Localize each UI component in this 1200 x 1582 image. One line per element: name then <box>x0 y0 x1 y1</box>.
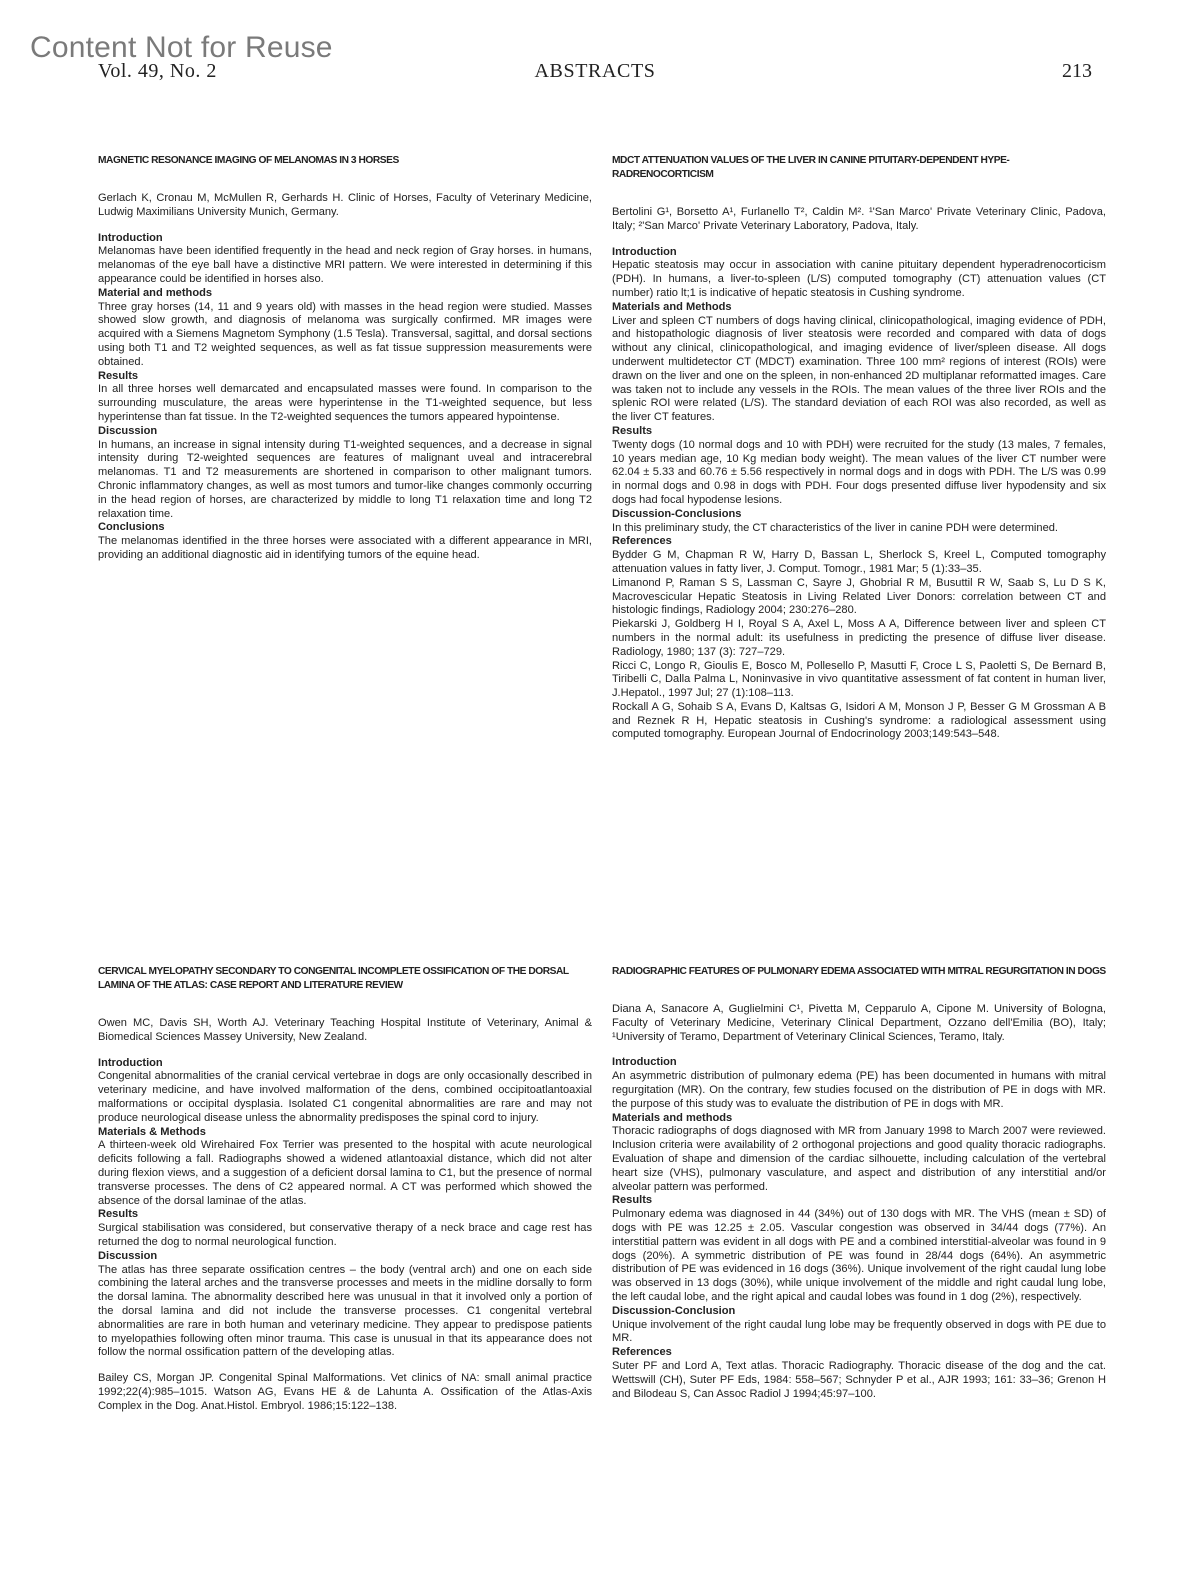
section-body: Pulmonary edema was diagnosed in 44 (34%) out of 130 dogs with MR. The VHS (mean ± SD) of dogs with PE was 12.25 ± 2.05. Vascular congestion was observed in 34/44 dogs (77%). An interstitial pattern was evident in all dogs with PE and a combined interstitial-alveolar was found in 9 dogs (20%). A symmetric distribution of PE was found in 28/44 dogs (64%). An asymmetric distribution of PE was evidenced in 16 dogs (36%). Unique involvement of the right caudal lung lobe was observed in 13 dogs (30%), while unique involvement of the middle and right caudal lung lobe, the left caudal lobe, and the right apical and caudal lobes was found in 1 dog (2%), respectively. <box>612 1208 1106 1303</box>
section-heading: Conclusions <box>98 521 165 534</box>
section-heading: Introduction <box>98 231 163 244</box>
abstract-authors: Owen MC, Davis SH, Worth AJ. Veterinary Teaching Hospital Institute of Veterinary, Animal & Biomedical Sciences Massey University, New Zealand. <box>98 1017 592 1043</box>
section-body: Twenty dogs (10 normal dogs and 10 with PDH) were recruited for the study (13 males, 7 females, 10 years median age, 10 Kg median body weight). The mean values of the liver CT number were 62.04 ± 5.33 and 60.76 ± 5.56 respectively in normal dogs and in dogs with PDH. The L/S was 0.99 in normal dogs and 0.98 in dogs with PDH. Four dogs presented diffuse liver hypodensity and six dogs had focal hypodense lesions. <box>612 438 1106 506</box>
page-number: 213 <box>1062 60 1092 82</box>
section-body: The melanomas identified in the three horses were associated with a different appearance in MRI, providing an additional diagnostic aid in identifying tumors of the equine head. <box>98 535 592 561</box>
section-body: Congenital abnormalities of the cranial cervical vertebrae in dogs are only occasionally described in veterinary medicine, and have involved malformation of the dens, combined occipitoatlantoaxial malformations or occipital dysplasia. Isolated C1 congenital abnormalities are rare and may not produce neurological disease unless the abnormality predisposes the spinal cord to injury. <box>98 1070 592 1124</box>
section-body: An asymmetric distribution of pulmonary edema (PE) has been documented in humans with mitral regurgitation (MR). On the contrary, few studies focused on the distribution of PE in dogs with MR. the purpose of this study was to evaluate the distribution of PE in dogs with MR. <box>612 1070 1106 1110</box>
references-heading: References <box>612 535 672 548</box>
section-body: In this preliminary study, the CT characteristics of the liver in canine PDH were determined. <box>612 521 1058 534</box>
section-body: Three gray horses (14, 11 and 9 years old) with masses in the head region were studied. Masses showed slow growth, and diagnosis of melanoma was surgically confirmed. MR images were acquired with a Siemens Magnetom Symphony (1.5 Tesla). Transversal, sagittal, and dorsal sections using both T1 and T2 weighted sequences, as well as fat tissue suppression measurements were obtained. <box>98 300 592 368</box>
section-heading: Introduction <box>612 1056 677 1069</box>
references-heading: References <box>612 1346 672 1359</box>
references-text: Bailey CS, Morgan JP. Congenital Spinal Malformations. Vet clinics of NA: small animal practice 1992;22(4):985–1015. Watson AG, Evans HE & de Lahunta A. Ossification of the Atlas-Axis Complex in the Dog. Anat.Histol. Embryol. 1986;15:122–138. <box>98 1372 592 1412</box>
section-heading: Materials & Methods <box>98 1125 206 1138</box>
section-heading: Results <box>98 369 139 382</box>
reference-item: Ricci C, Longo R, Gioulis E, Bosco M, Pollesello P, Masutti F, Croce L S, Paoletti S, De Bernard B, Tiribelli C, Dalla Palma L, Noninvasive in vivo quantitative assessment of fat content in human liver, J.Hepatol., 1997 Jul; 27 (1):108–113. <box>612 659 1106 700</box>
section-body: A thirteen-week old Wirehaired Fox Terrier was presented to the hospital with acute neurological deficits following a fall. Radiographs showed a widened atlantoaxial distance, which did not alter during flexion views, and a suggestion of a deficient dorsal lamina to C1, but the presence of normal transverse processes. The dens of C2 appeared normal. A CT was performed which showed the absence of the dorsal laminae of the atlas. <box>98 1139 592 1207</box>
abstract-liver-mdct <box>612 154 1106 742</box>
abstract-authors: Diana A, Sanacore A, Guglielmini C¹, Pivetta M, Cepparulo A, Cipone M. University of Bologna, Faculty of Veterinary Medicine, Veterinary Clinical Department, Ozzano dell'Emilia (BO), Italy; ¹University of Teramo, Department of Veterinary Clinical Sciences, Teramo, Italy. <box>612 1003 1106 1043</box>
section-body: In all three horses well demarcated and encapsulated masses were found. In comparison to the surrounding musculature, the areas were hyperintense in the T1-weighted sequence, but less hyperintense than fat tissue. In the T2-weighted sequences the tumors appeared hypointense. <box>98 383 592 423</box>
section-heading: Introduction <box>98 1056 163 1069</box>
section-body: Surgical stabilisation was considered, but conservative therapy of a neck brace and cage rest has returned the dog to normal neurological function. <box>98 1222 592 1248</box>
section-heading: Introduction <box>612 245 677 258</box>
section-body: Melanomas have been identified frequently in the head and neck region of Gray horses. in humans, melanomas of the eye ball have a distinctive MRI pattern. We were interested in determining if this appearance could be identified in horses also. <box>98 245 592 285</box>
reference-item: Limanond P, Raman S S, Lassman C, Sayre J, Ghobrial R M, Busuttil R W, Saab S, Lu D S K, Macrovescicular Hepatic Steatosis in Living Related Liver Donors: correlation between CT and histologic findings, Radiology 2004; 230:276–280. <box>612 576 1106 617</box>
abstract-title: MDCT ATTENUATION VALUES OF THE LIVER IN CANINE PITUITARY-DEPENDENT HYPE-RADRENOCORTICISM <box>612 155 1010 180</box>
section-body: In humans, an increase in signal intensity during T1-weighted sequences, and a decrease in signal intensity during T2-weighted sequences are features of malignant uveal and intracerebral melanomas. T1 and T2 measurements are shortened in comparison to other malignant tumors. Chronic inflammatory changes, as well as most tumors and tumor-like changes commonly occurring in the head region of horses, are characterized by middle to long T1 relaxation time and long T2 relaxation time. <box>98 438 592 520</box>
section-heading: Material and methods <box>98 286 213 299</box>
section-heading: Results <box>612 424 653 437</box>
section-heading: Discussion-Conclusions <box>612 507 742 520</box>
abstract-authors: Gerlach K, Cronau M, McMullen R, Gerhards H. Clinic of Horses, Faculty of Veterinary Medicine, Ludwig Maximilians University Munich, Germany. <box>98 192 592 218</box>
reference-item: Bydder G M, Chapman R W, Harry D, Bassan L, Sherlock S, Kreel L, Computed tomography attenuation values in fatty liver, J. Comput. Tomogr., 1981 Mar; 5 (1):33–35. <box>612 549 1106 575</box>
abstract-authors: Bertolini G¹, Borsetto A¹, Furlanello T², Caldin M². ¹'San Marco' Private Veterinary Clinic, Padova, Italy; ²'San Marco' Private Veterinary Laboratory, Padova, Italy. <box>612 206 1106 232</box>
section-heading: Results <box>98 1208 139 1221</box>
section-body: The atlas has three separate ossification centres – the body (ventral arch) and one on each side combining the lateral arches and the transverse processes and meets in the midline dorsally to form the dorsal lamina. The abnormality described here was unusual in that it involved only a portion of the dorsal lamina and did not include the transverse processes. C1 congenital vertebral abnormalities are rare in both human and veterinary medicine. They appear to predispose patients to myelopathies following often minor trauma. This case is unusual in that its appearance does not follow the normal ossification pattern of the developing atlas. <box>98 1263 592 1359</box>
running-head <box>98 60 1092 88</box>
section-heading: Discussion <box>98 424 158 437</box>
section-heading: Results <box>612 1194 653 1207</box>
abstract-melanoma-horses <box>98 154 592 563</box>
section-heading: Materials and methods <box>612 1111 733 1124</box>
references-text: Suter PF and Lord A, Text atlas. Thoracic Radiography. Thoracic disease of the dog and the cat. Wettswill (CH), Suter PF Eds, 1984: 558–567; Schnyder P et al., AJR 1993; 161: 33–36; Grenon H and Bilodeau S, Can Assoc Radiol J 1994;45:97–100. <box>612 1359 1106 1400</box>
section-body: Liver and spleen CT numbers of dogs having clinical, clinicopathological, imaging evidence of PDH, and histopathologic diagnosis of liver steatosis were recorded and compared with data of dogs without any clinical, clinicopathological, and imaging evidence of liver/spleen disease. All dogs underwent multidetector CT (MDCT) examination. Three 100 mm² regions of interest (ROIs) were drawn on the liver and one on the spleen, in non-enhanced 2D multiplanar reformatted images. Care was taken not to include any vessels in the ROIs. The mean values of the three liver ROIs and the splenic ROI were related (L/S). The standard deviation of each ROI was also recorded, as well as the liver CT features. <box>612 314 1106 424</box>
abstract-title: RADIOGRAPHIC FEATURES OF PULMONARY EDEMA ASSOCIATED WITH MITRAL REGURGITATION IN DOGS <box>612 966 1106 977</box>
section-heading: Materials and Methods <box>612 300 732 313</box>
section-heading: Discussion-Conclusion <box>612 1304 736 1317</box>
volume-issue: Vol. 49, No. 2 <box>98 60 217 82</box>
abstract-pulmonary-edema <box>612 965 1106 1401</box>
abstract-title: CERVICAL MYELOPATHY SECONDARY TO CONGENITAL INCOMPLETE OSSIFICATION OF THE DORSAL LAMINA OF THE ATLAS: CASE REPORT AND LITERATURE REVIEW <box>98 966 569 991</box>
section-body: Hepatic steatosis may occur in association with canine pituitary dependent hyperadrenocorticism (PDH). In humans, a liver-to-spleen (L/S) computed tomography (CT) attenuation values (CT number) ratio lt;1 is indicative of hepatic steatosis in Cushing syndrome. <box>612 259 1106 299</box>
section-title: ABSTRACTS <box>534 60 656 82</box>
abstract-cervical-myelopathy <box>98 965 592 1414</box>
section-body: Unique involvement of the right caudal lung lobe may be frequently observed in dogs with PE due to MR. <box>612 1318 1106 1345</box>
reference-item: Piekarski J, Goldberg H I, Royal S A, Axel L, Moss A A, Difference between liver and spleen CT numbers in the normal adult: its usefulness in predicting the presence of diffuse liver disease. Radiology, 1980; 137 (3): 727–729. <box>612 618 1106 658</box>
reference-item: Rockall A G, Sohaib S A, Evans D, Kaltsas G, Isidori A M, Monson J P, Besser G M Grossman A B and Reznek R H, Hepatic steatosis in Cushing's syndrome: a radiological assessment using computed tomography. European Journal of Endocrinology 2003;149:543–548. <box>612 700 1106 741</box>
section-heading: Discussion <box>98 1249 158 1262</box>
section-body: Thoracic radiographs of dogs diagnosed with MR from January 1998 to March 2007 were reviewed. Inclusion criteria were availability of 2 orthogonal projections and good quality thoracic radiographs. Evaluation of shape and dimension of the cardiac silhouette, including calculation of the vertebral heart size (VHS), pulmonary vasculature, and aspect and distribution of any interstitial and/or alveolar pattern was performed. <box>612 1125 1106 1193</box>
watermark: Content Not for Reuse <box>30 31 333 64</box>
abstract-title: MAGNETIC RESONANCE IMAGING OF MELANOMAS IN 3 HORSES <box>98 155 399 166</box>
